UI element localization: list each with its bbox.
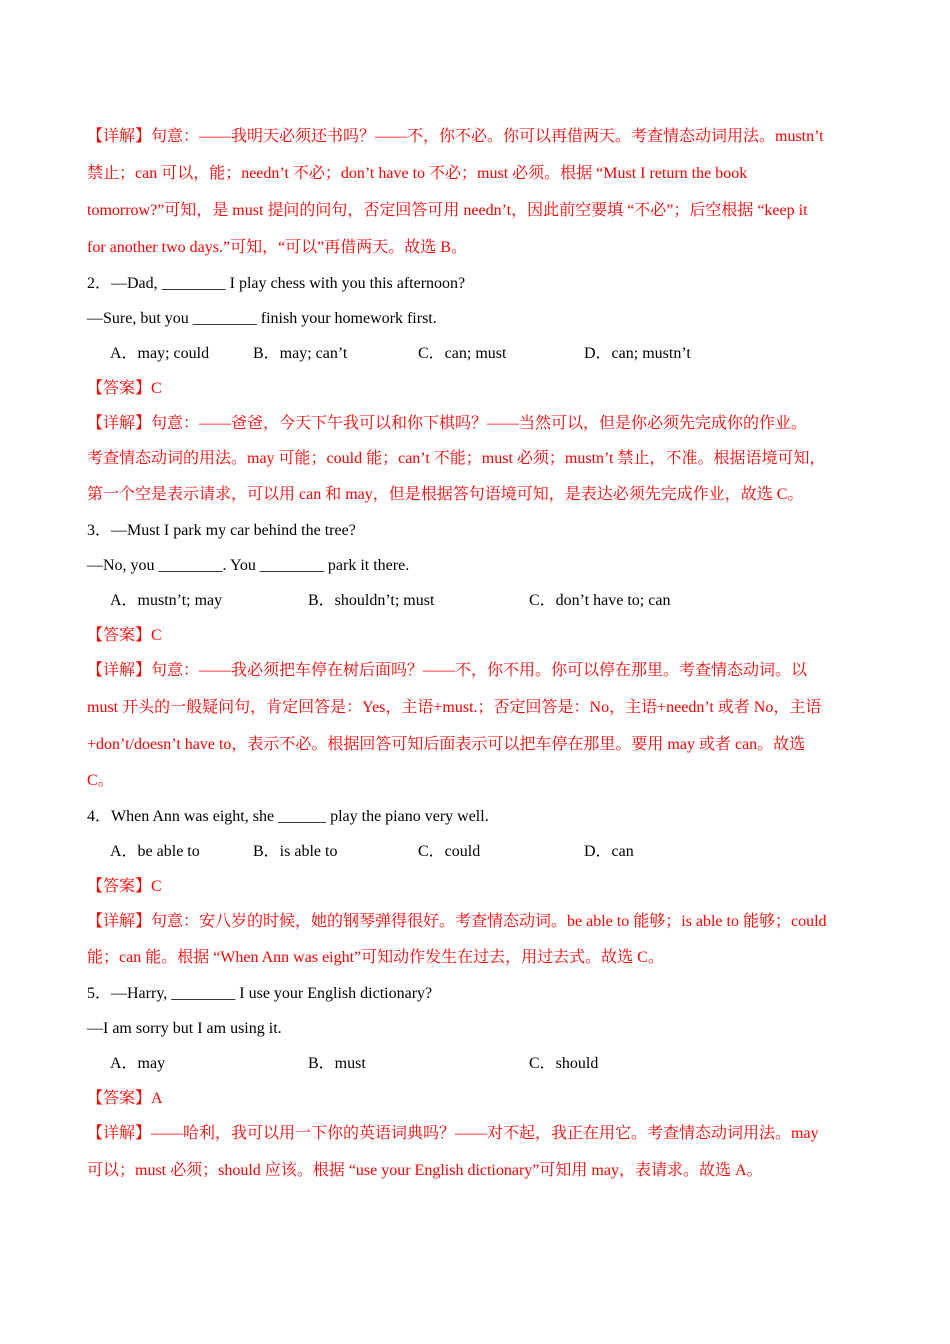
explanation-line: C。 [87, 772, 114, 789]
question-text: —I am sorry but I am using it. [87, 1020, 282, 1037]
explanation-line: 考查情态动词的用法。may 可能；could 能；can’t 不能；must 必须；mustn’t 禁止，不准。根据语境可知， [87, 450, 826, 467]
option-c: C．don’t have to; can [529, 592, 671, 609]
answer-label: 【答案】C [87, 627, 162, 644]
question-2 [87, 266, 863, 513]
explanation-line: +don’t/doesn’t have to，表示不必。根据回答可知后面表示可以把车停在那里。要用 may 或者 can。故选 [87, 736, 806, 753]
explanation-line: tomorrow?”可知，是 must 提问的问句，否定回答可用 needn’t，因此前空要填 “不必”；后空根据 “keep it [87, 202, 808, 219]
explanation-q5 [87, 1116, 863, 1190]
explanation-line: for another two days.”可知，“可以”再借两天。故选 B。 [87, 239, 467, 256]
question-text: 3．—Must I park my car behind the tree? [87, 522, 356, 539]
explanation-q4 [87, 904, 863, 976]
question-text: —No, you ________. You ________ park it there. [87, 557, 410, 574]
explanation-q2 [87, 406, 863, 513]
answer-label: 【答案】A [87, 1090, 163, 1107]
explanation-line: 【详解】句意：——我必须把车停在树后面吗？——不，你不用。你可以停在那里。考查情态动词。以 [87, 662, 808, 679]
option-b: B．must [308, 1055, 366, 1072]
answer-label: 【答案】C [87, 878, 162, 895]
explanation-line: 【详解】句意：——我明天必须还书吗？——不，你不必。你可以再借两天。考查情态动词用法。mustn’t [87, 128, 824, 145]
option-c: C．could [418, 843, 481, 860]
option-a: A．may [110, 1055, 166, 1072]
question-text: 2．—Dad, ________ I play chess with you this afternoon? [87, 275, 466, 292]
options-row [87, 834, 863, 869]
question-text: —Sure, but you ________ finish your homework first. [87, 310, 437, 327]
question-5 [87, 976, 863, 1190]
explanation-line: 第一个空是表示请求，可以用 can 和 may，但是根据答句语境可知，是表达必须先完成作业，故选 C。 [87, 486, 804, 503]
explanation-line: 【详解】句意：——爸爸，今天下午我可以和你下棋吗？——当然可以，但是你必须先完成你的作业。 [87, 415, 808, 432]
option-c: C．can; must [418, 345, 507, 362]
options-row [87, 1046, 863, 1081]
option-d: D．can [584, 843, 634, 860]
option-b: B．shouldn’t; must [308, 592, 435, 609]
option-c: C．should [529, 1055, 599, 1072]
options-row [87, 336, 863, 371]
option-d: D．can; mustn’t [584, 345, 691, 362]
question-text: 4．When Ann was eight, she ______ play the piano very well. [87, 808, 489, 825]
explanation-q3 [87, 653, 863, 799]
explanation-q1 [87, 118, 863, 266]
question-text: 5．—Harry, ________ I use your English dictionary? [87, 985, 433, 1002]
option-a: A．may; could [110, 345, 210, 362]
document-content [87, 118, 863, 1190]
options-row [87, 583, 863, 618]
option-a: A．be able to [110, 843, 200, 860]
explanation-line: 【详解】句意：安八岁的时候，她的钢琴弹得很好。考查情态动词。be able to 能够；is able to 能够；could [87, 913, 827, 930]
explanation-line: 禁止；can 可以，能；needn’t 不必；don’t have to 不必；must 必须。根据 “Must I return the book [87, 165, 748, 182]
question-4 [87, 799, 863, 976]
explanation-line: 能；can 能。根据 “When Ann was eight”可知动作发生在过去，用过去式。故选 C。 [87, 949, 664, 966]
option-b: B．may; can’t [253, 345, 348, 362]
explanation-line: 可以；must 必须；should 应该。根据 “use your English dictionary”可知用 may，表请求。故选 A。 [87, 1162, 763, 1179]
option-b: B．is able to [253, 843, 338, 860]
answer-label: 【答案】C [87, 380, 162, 397]
explanation-line: 【详解】——哈利，我可以用一下你的英语词典吗？——对不起，我正在用它。考查情态动词用法。may [87, 1125, 819, 1142]
option-a: A．mustn’t; may [110, 592, 223, 609]
explanation-line: must 开头的一般疑问句，肯定回答是：Yes，主语+must.；否定回答是：No，主语+needn’t 或者 No，主语 [87, 699, 822, 716]
question-3 [87, 513, 863, 799]
